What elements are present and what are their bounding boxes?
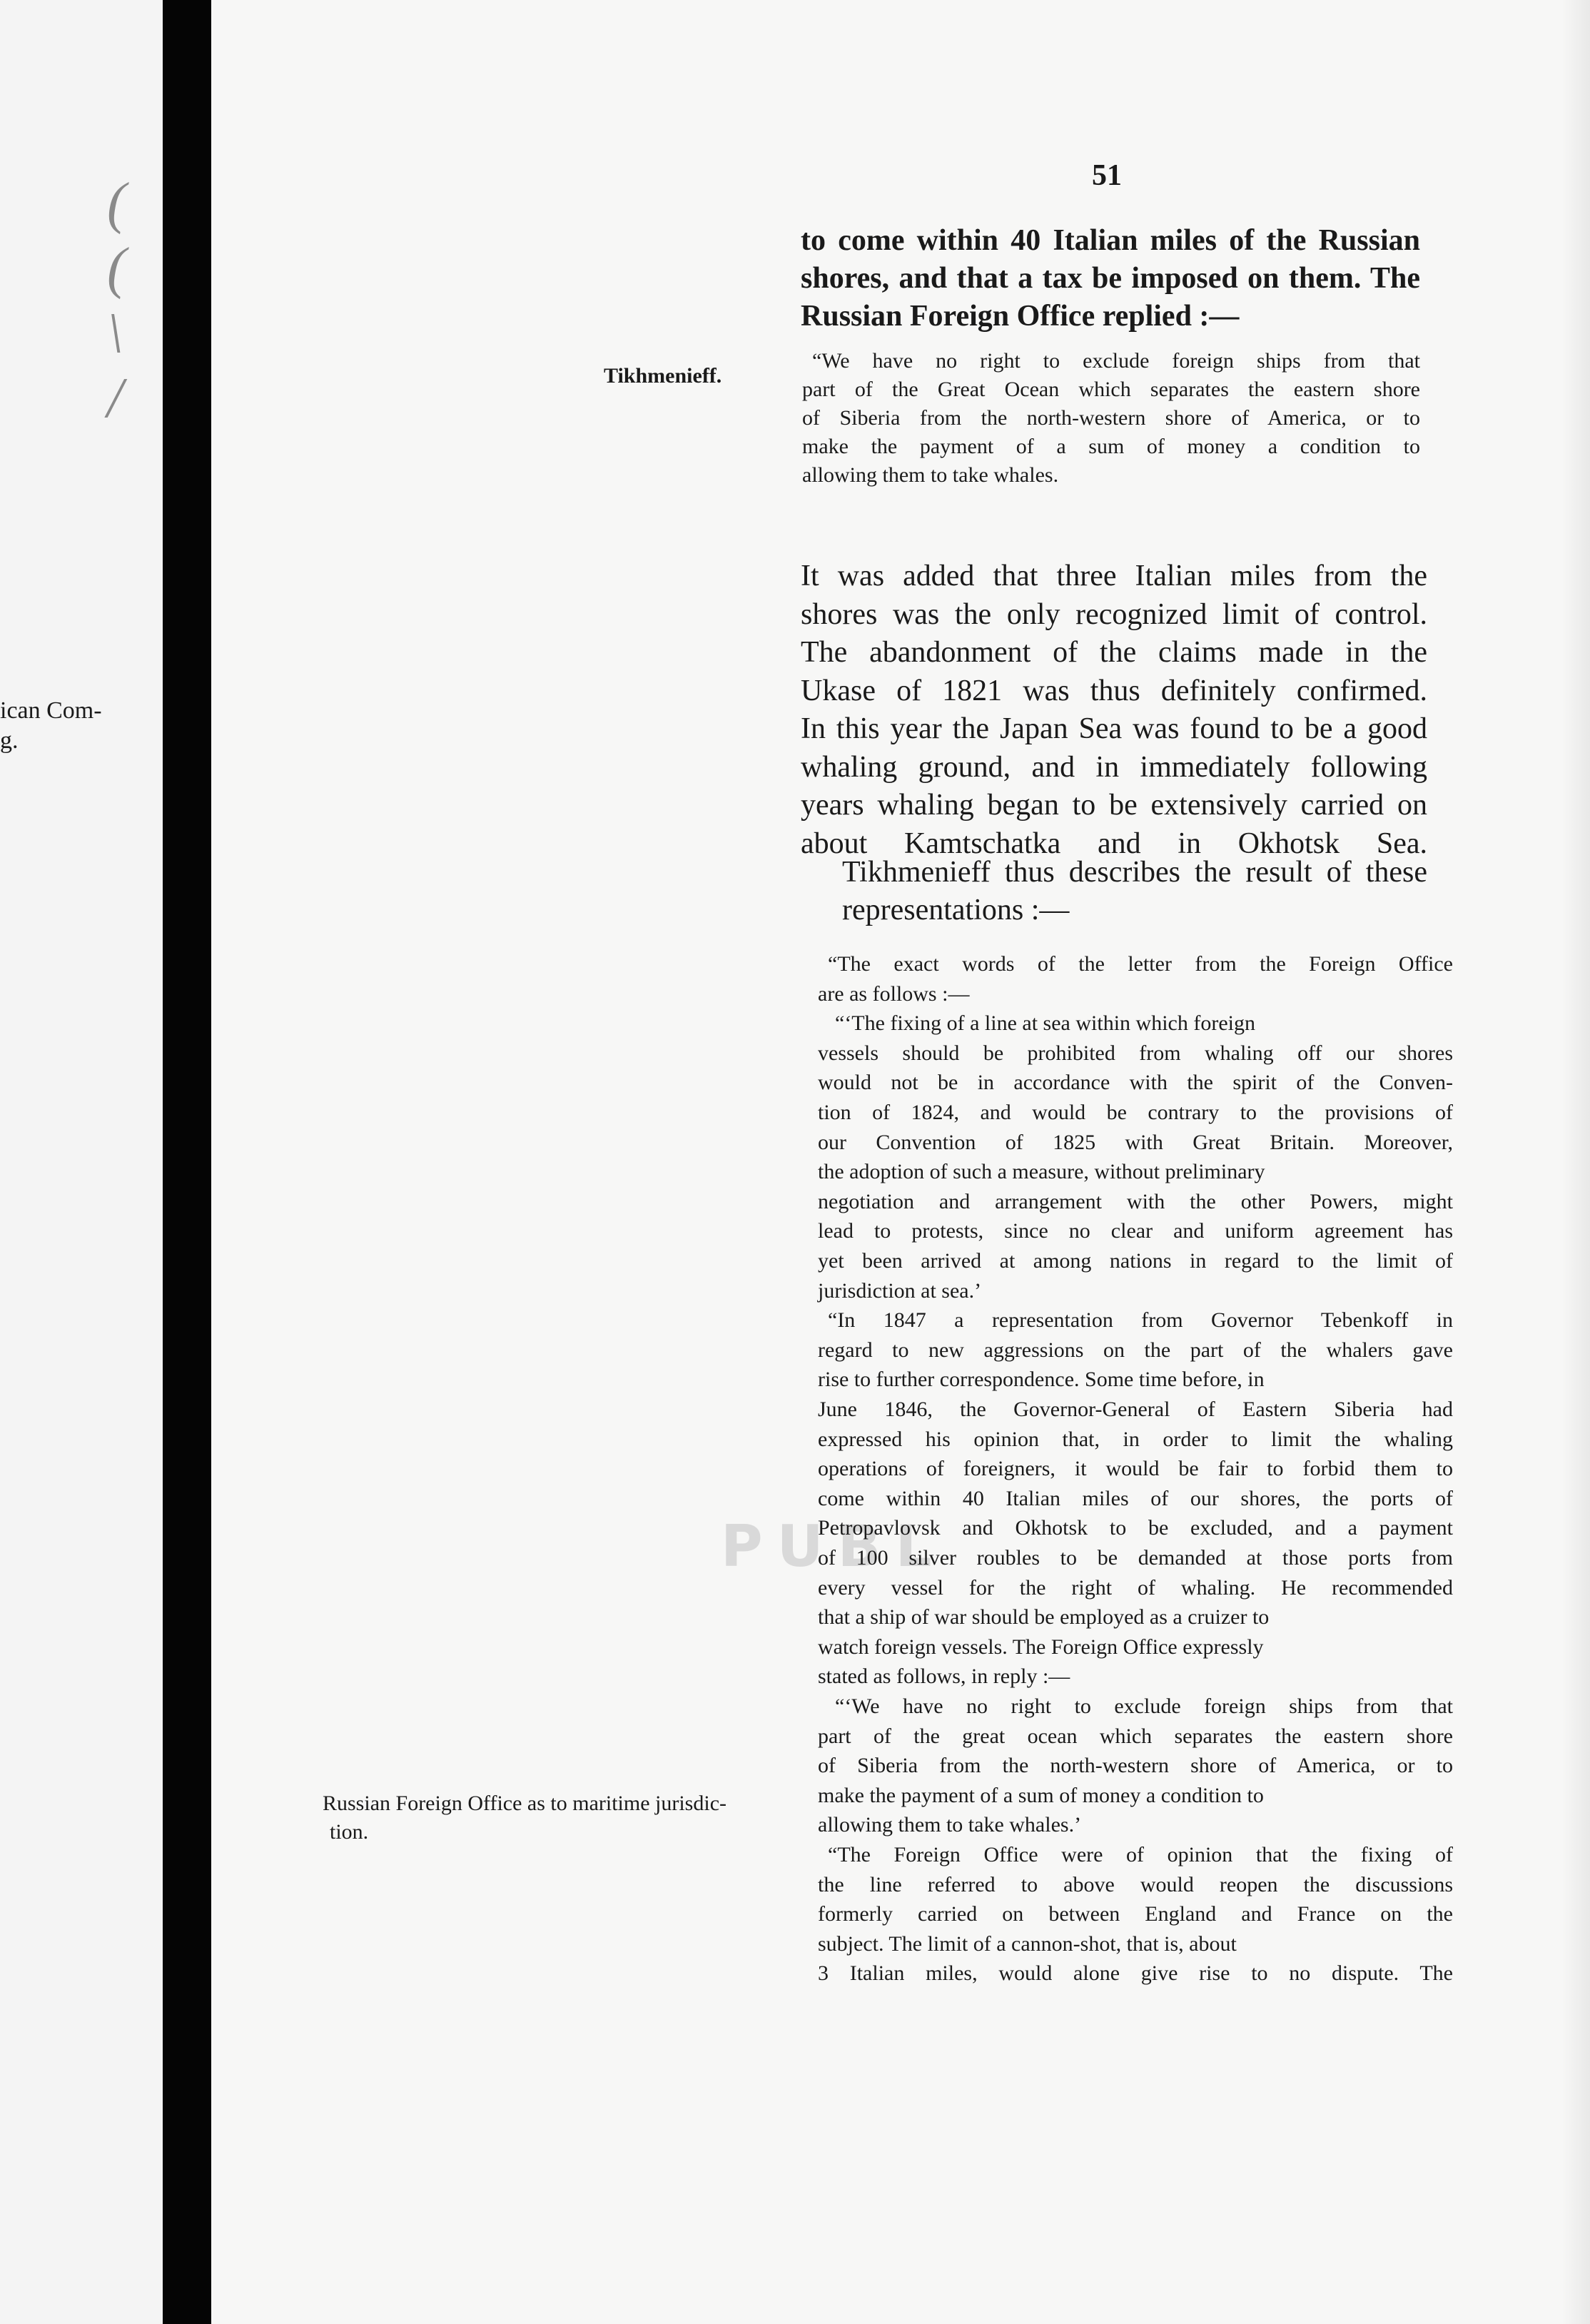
quote2-line: negotiation and arrangement with the other Powers, might (818, 1190, 1453, 1213)
para2-line: whaling ground, and in immediately following (801, 751, 1427, 784)
para2-line: It was added that three Italian miles from the (801, 560, 1427, 592)
quote2-line: jurisdiction at sea.’ (818, 1279, 982, 1303)
quote2-line: June 1846, the Governor-General of Eastern Siberia had (818, 1398, 1453, 1421)
quote2-line: would not be in accordance with the spirit of the Conven- (818, 1071, 1453, 1094)
quote2-line: regard to new aggressions on the part of the whalers gave (818, 1338, 1453, 1362)
para3-line: representations :— (842, 894, 1070, 926)
adjacent-page-strip (0, 0, 163, 2324)
quote2-line: of Siberia from the north-western shore of America, or to (818, 1754, 1453, 1777)
quote2-line: vessels should be prohibited from whaling off our shores (818, 1041, 1453, 1065)
margin-pencil-marks: ( ( \ / (107, 172, 141, 430)
para2-line: about Kamtschatka and in Okhotsk Sea. (801, 827, 1427, 860)
para2-line: Ukase of 1821 was thus definitely confirmed. (801, 675, 1427, 707)
quote2-line: are as follows :— (818, 982, 970, 1006)
binding-gutter (163, 0, 211, 2324)
quote2-line: “In 1847 a representation from Governor Tebenkoff in (828, 1308, 1453, 1332)
quote2-line: expressed his opinion that, in order to limit the whaling (818, 1428, 1453, 1451)
margin-note-tikhmenieff: Tikhmenieff. (604, 364, 722, 388)
quote2-line: come within 40 Italian miles of our shores, the ports of (818, 1487, 1453, 1510)
page-number: 51 (1092, 159, 1122, 192)
quote2-line: stated as follows, in reply :— (818, 1664, 1070, 1688)
page-edge-shadow (1561, 0, 1590, 2324)
quote2-line: make the payment of a sum of money a condition to (818, 1784, 1264, 1807)
para3-line: Tikhmenieff thus describes the result of these (842, 856, 1427, 889)
quote2-line: 3 Italian miles, would alone give rise to no dispute. The (818, 1961, 1453, 1985)
quote2-line: “The Foreign Office were of opinion that the fixing of (828, 1843, 1453, 1866)
para2-line: shores was the only recognized limit of control. (801, 598, 1427, 631)
quote2-line: yet been arrived at among nations in regard to the limit of (818, 1249, 1453, 1273)
para1-line: Russian Foreign Office replied :— (801, 300, 1240, 333)
quote2-line: that a ship of war should be employed as a cruizer to (818, 1605, 1270, 1629)
quote2-line: our Convention of 1825 with Great Britain. Moreover, (818, 1131, 1453, 1154)
quote2-line: Petropavlovsk and Okhotsk to be excluded, and a payment (818, 1516, 1453, 1540)
para1-line: shores, and that a tax be imposed on them. The (801, 262, 1420, 295)
margin-note-foreign-office-line2: tion. (330, 1820, 369, 1844)
quote2-line: rise to further correspondence. Some time before, in (818, 1368, 1265, 1391)
margin-note-foreign-office-line1: Russian Foreign Office as to maritime jurisdic- (323, 1792, 727, 1815)
quote2-line: the adoption of such a measure, without preliminary (818, 1160, 1265, 1183)
quote2-line: “The exact words of the letter from the Foreign Office (828, 952, 1453, 976)
quote2-line: “‘The fixing of a line at sea within which foreign (835, 1011, 1255, 1035)
quote2-line: lead to protests, since no clear and uniform agreement has (818, 1219, 1453, 1243)
faint-library-stamp: PUBL (721, 1513, 946, 1580)
quote1-line: “We have no right to exclude foreign ships from that (812, 349, 1420, 373)
adjacent-page-fragment-2: g. (0, 727, 19, 754)
quote2-line: part of the great ocean which separates the eastern shore (818, 1724, 1453, 1748)
para2-line: In this year the Japan Sea was found to be a good (801, 712, 1427, 745)
quote2-line: every vessel for the right of whaling. He recommended (818, 1576, 1453, 1600)
quote1-line: make the payment of a sum of money a condition to (802, 435, 1420, 458)
quote2-line: subject. The limit of a cannon-shot, that is, about (818, 1932, 1237, 1956)
quote2-line: operations of foreigners, it would be fair to forbid them to (818, 1457, 1453, 1480)
para2-line: The abandonment of the claims made in the (801, 636, 1427, 669)
quote2-line: “‘We have no right to exclude foreign ships from that (835, 1694, 1453, 1718)
para1-line: to come within 40 Italian miles of the Russian (801, 224, 1420, 257)
quote2-line: of 100 silver roubles to be demanded at those ports from (818, 1546, 1453, 1570)
para2-line: years whaling began to be extensively carried on (801, 789, 1427, 822)
quote1-line: allowing them to take whales. (802, 463, 1059, 487)
quote2-line: tion of 1824, and would be contrary to the provisions of (818, 1101, 1453, 1124)
adjacent-page-fragment-1: ican Com- (0, 697, 102, 724)
quote1-line: part of the Great Ocean which separates the eastern shore (802, 378, 1420, 401)
quote2-line: formerly carried on between England and France on the (818, 1902, 1453, 1926)
quote2-line: the line referred to above would reopen the discussions (818, 1873, 1453, 1896)
quote2-line: watch foreign vessels. The Foreign Office expressly (818, 1635, 1264, 1659)
quote2-line: allowing them to take whales.’ (818, 1813, 1082, 1837)
quote1-line: of Siberia from the north-western shore of America, or to (802, 406, 1420, 430)
